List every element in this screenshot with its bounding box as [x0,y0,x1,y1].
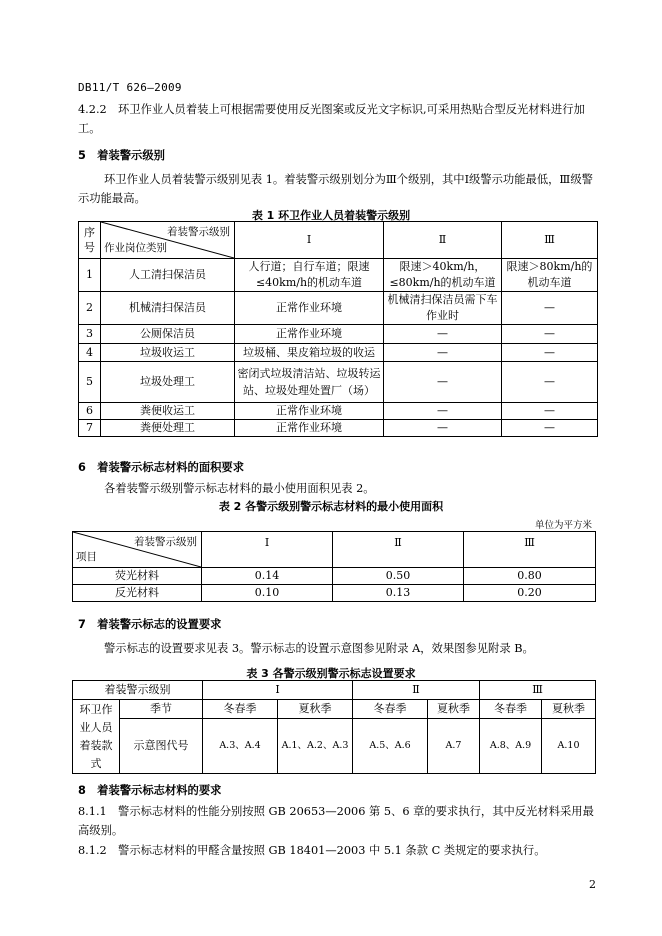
table-cell: 0.20 [464,585,596,602]
document-header: DB11/T 626—2009 [78,81,182,94]
table-cell: 机械清扫保洁员需下车作业时 [384,292,502,325]
table-2-header-level-3: Ⅲ [464,532,596,568]
table-cell: 夏秋季 [278,700,353,719]
table-cell: A.3、A.4 [203,718,278,773]
table-row [79,362,598,403]
table-cell: 冬春季 [353,700,428,719]
table-cell: 0.80 [464,568,596,585]
table-cell: 正常作业环境 [235,403,384,420]
table-cell: 冬春季 [203,700,278,719]
table-cell: — [384,362,502,403]
table-row [73,568,596,585]
table-cell: 7 [79,420,101,437]
table-row [79,292,598,325]
table-cell: 0.13 [333,585,464,602]
table-row [79,403,598,420]
table-cell: 人工清扫保洁员 [101,259,235,292]
table-cell: — [502,344,598,362]
table-cell: 公厕保洁员 [101,325,235,344]
table-3 [72,680,596,774]
table-cell: 人行道；自行车道；限速≤40km/h的机动车道 [235,259,384,292]
table-cell: 限速＞40km/h，≤80km/h的机动车道 [384,259,502,292]
section-7-title: 7 着装警示标志的设置要求 [78,618,222,631]
table-cell: — [502,403,598,420]
table-cell: 0.14 [202,568,333,585]
table-2-diag-top: 着装警示级别 [134,536,197,548]
table-2-header-level-1: Ⅰ [202,532,333,568]
table-cell: 垃圾收运工 [101,344,235,362]
table-cell: 冬春季 [480,700,542,719]
table-cell: 0.50 [333,568,464,585]
table-2-caption: 表 2 各警示级别警示标志材料的最小使用面积 [218,500,444,513]
table-row [79,259,598,292]
table-2-diag-bottom: 项目 [76,551,97,563]
table-2-header-level-2: Ⅱ [333,532,464,568]
table-cell: — [502,325,598,344]
table-cell: A.1、A.2、A.3 [278,718,353,773]
section-6-title: 6 着装警示标志材料的面积要求 [78,461,245,474]
table-cell: 荧光材料 [73,568,202,585]
table-cell: 3 [79,325,101,344]
clause-4-2-2: 4.2.2 环卫作业人员着装上可根据需要使用反光图案或反光文字标识,可采用热贴合型反光材料进行加工。 [78,103,585,135]
table-cell: 粪便收运工 [101,403,235,420]
page-number: 2 [589,878,596,891]
clause-8-1-1: 8.1.1 警示标志材料的性能分别按照 GB 20653—2006 第 5、6 章的要求执行，其中反光材料采用最高级别。 [78,805,594,837]
table-row [79,420,598,437]
table-cell: 1 [79,259,101,292]
table-row [73,718,596,773]
table-1-diagonal-header [101,222,235,259]
table-cell: — [502,292,598,325]
table-cell: — [502,420,598,437]
table-cell: 5 [79,362,101,403]
table-cell: A.5、A.6 [353,718,428,773]
table-3-header-level-1: Ⅰ [203,681,353,700]
table-cell: 粪便处理工 [101,420,235,437]
table-cell: — [384,344,502,362]
table-cell: 密闭式垃圾清洁站、垃圾转运站、垃圾处理处置厂（场） [235,362,384,403]
table-cell: — [384,325,502,344]
table-cell: A.10 [542,718,596,773]
table-cell: — [384,420,502,437]
section-5-title: 5 着装警示级别 [78,149,165,162]
table-cell: A.8、A.9 [480,718,542,773]
section-8-title: 8 着装警示标志材料的要求 [78,784,222,797]
table-2-unit: 单位为平方米 [534,520,592,531]
table-cell: 夏秋季 [542,700,596,719]
table-1-header-seq: 序号 [79,222,101,259]
table-cell: 反光材料 [73,585,202,602]
table-3-person-header: 环卫作业人员着装款式 [73,700,120,774]
table-1-diag-bottom: 作业岗位类别 [104,242,167,254]
table-3-header-level: 着装警示级别 [73,681,203,700]
table-2-diagonal-header [73,532,202,568]
table-cell: 正常作业环境 [235,325,384,344]
table-3-caption: 表 3 各警示级别警示标志设置要求 [246,667,416,680]
table-cell: 夏秋季 [428,700,480,719]
table-3-header-level-2: Ⅱ [353,681,480,700]
table-cell: 6 [79,403,101,420]
table-3-header-level-3: Ⅲ [480,681,596,700]
table-cell: 垃圾桶、果皮箱垃圾的收运 [235,344,384,362]
table-cell: 正常作业环境 [235,420,384,437]
table-row [79,325,598,344]
table-cell: 限速＞80km/h的机动车道 [502,259,598,292]
table-row [73,585,596,602]
section-7-paragraph: 警示标志的设置要求见表 3。警示标志的设置示意图参见附录 A，效果图参见附录 B。 [104,642,534,655]
table-cell: — [384,403,502,420]
table-cell: 正常作业环境 [235,292,384,325]
table-3-fig-header: 示意图代号 [120,718,203,773]
table-3-season-header: 季节 [120,700,203,719]
table-cell: 4 [79,344,101,362]
table-1-header-level-2: Ⅱ [384,222,502,259]
table-1-diag-top: 着装警示级别 [167,226,230,238]
section-6-paragraph: 各着装警示级别警示标志材料的最小使用面积见表 2。 [104,482,375,495]
table-1-header-level-1: Ⅰ [235,222,384,259]
table-cell: 0.10 [202,585,333,602]
table-cell: 2 [79,292,101,325]
table-1-header-level-3: Ⅲ [502,222,598,259]
table-cell: A.7 [428,718,480,773]
table-2 [72,531,596,602]
clause-8-1-2: 8.1.2 警示标志材料的甲醛含量按照 GB 18401—2003 中 5.1 条款 C 类规定的要求执行。 [78,844,546,857]
table-1 [78,221,598,437]
section-5-paragraph: 环卫作业人员着装警示级别见表 1。着装警示级别划分为Ⅲ个级别，其中Ⅰ级警示功能最低，Ⅲ级警示功能最高。 [78,173,593,205]
table-1-caption: 表 1 环卫作业人员着装警示级别 [251,209,411,222]
table-row [79,344,598,362]
table-cell: 垃圾处理工 [101,362,235,403]
table-cell: 机械清扫保洁员 [101,292,235,325]
table-cell: — [502,362,598,403]
